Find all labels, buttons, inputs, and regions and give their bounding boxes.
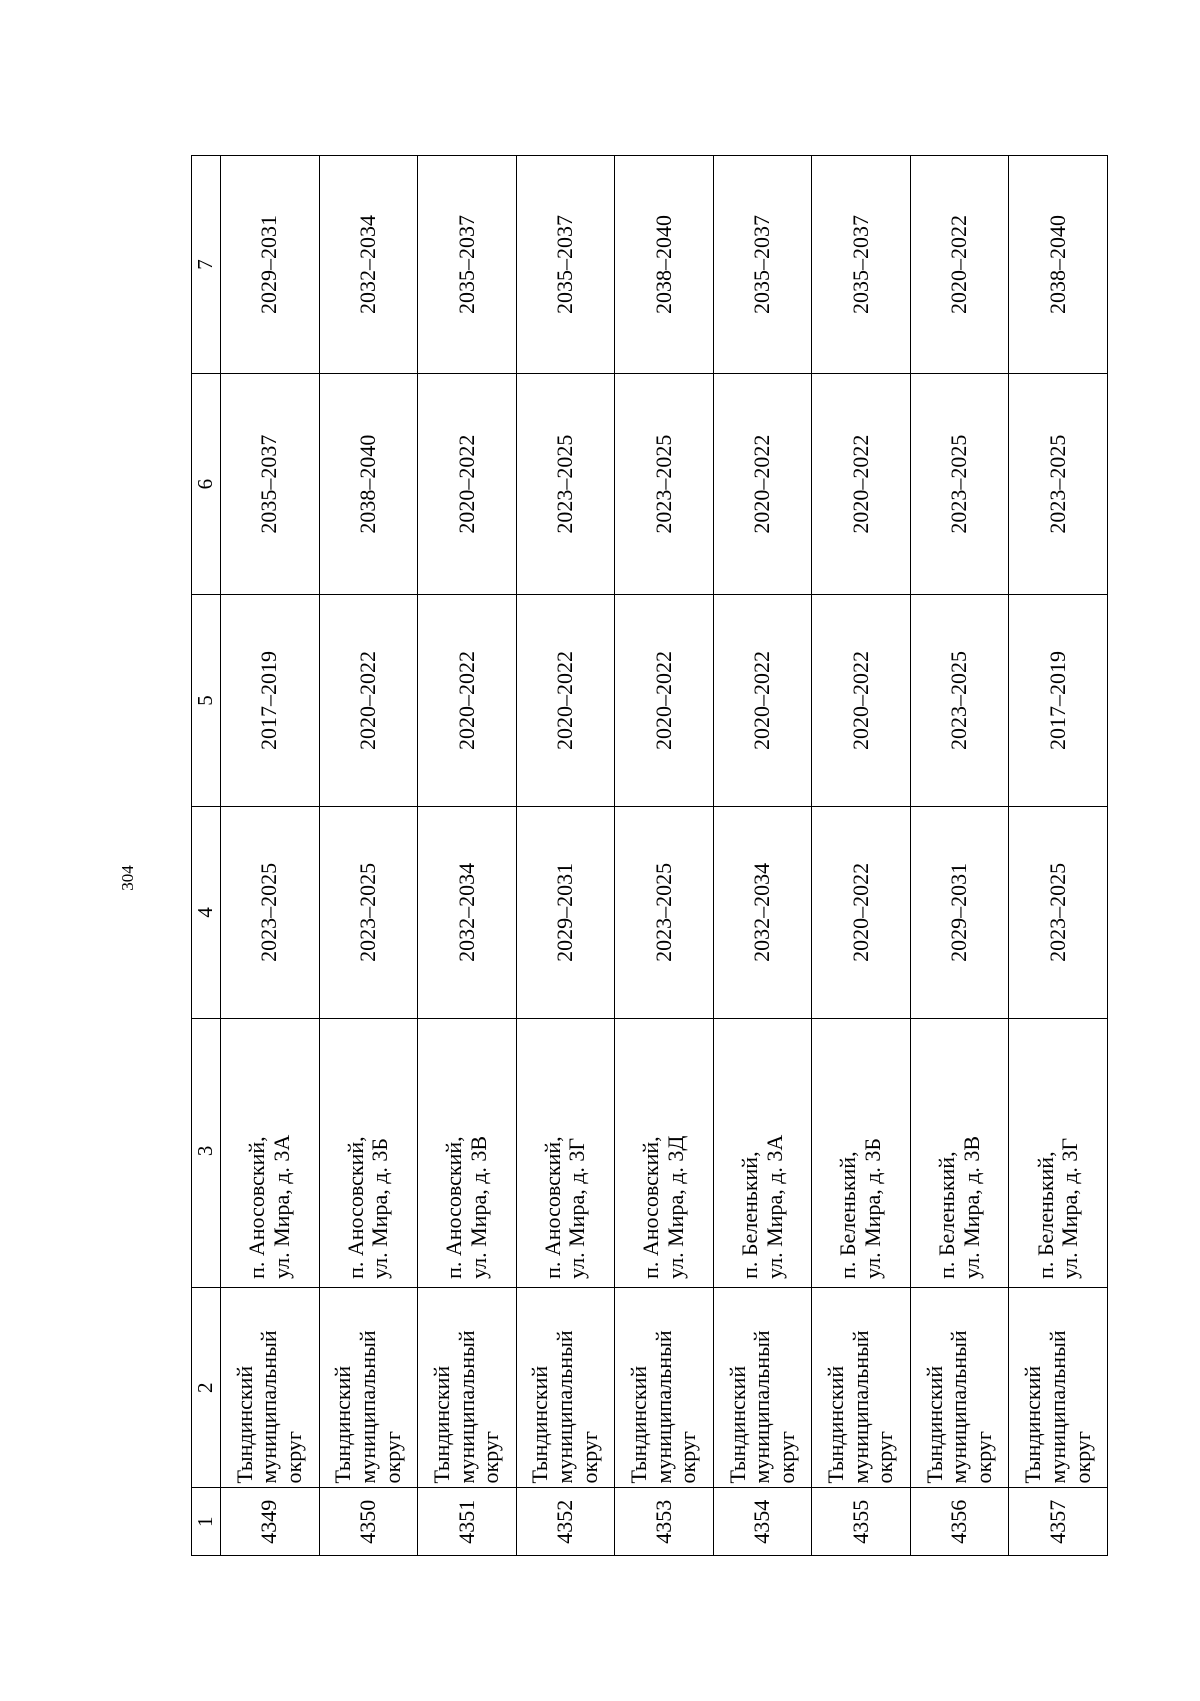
address-line: п. Беленький,: [933, 1151, 959, 1279]
district-cell: [1009, 1287, 1108, 1488]
table-body: [221, 156, 1108, 1556]
period-cell-5: 2020–2022: [418, 595, 517, 807]
district-line: муниципальный: [847, 1330, 873, 1484]
row-number: 4354: [713, 1488, 812, 1556]
table-row: [615, 156, 714, 1556]
period-cell-4: 2023–2025: [615, 806, 714, 1018]
address-cell: [319, 1018, 418, 1287]
column-header-1: 1: [192, 1488, 221, 1556]
period-cell-6: 2023–2025: [516, 374, 615, 595]
district-line: Тындинский: [724, 1365, 750, 1484]
district-line: округ: [1069, 1431, 1095, 1484]
district-line: округ: [478, 1431, 504, 1484]
period-cell-7: 2038–2040: [1009, 156, 1108, 374]
row-number: 4353: [615, 1488, 714, 1556]
period-cell-4: 2023–2025: [319, 806, 418, 1018]
table-container: [191, 155, 1108, 1556]
district-cell: [910, 1287, 1009, 1488]
address-line: ул. Мира, д. 3Г: [564, 1137, 590, 1279]
period-cell-6: 2020–2022: [713, 374, 812, 595]
period-cell-4: 2020–2022: [812, 806, 911, 1018]
district-cell: [615, 1287, 714, 1488]
column-header-3: 3: [192, 1018, 221, 1287]
row-number: 4351: [418, 1488, 517, 1556]
period-cell-5: 2017–2019: [221, 595, 320, 807]
address-line: п. Аносовский,: [441, 1136, 467, 1279]
row-number: 4350: [319, 1488, 418, 1556]
table-header-row: [192, 156, 221, 1556]
district-line: округ: [773, 1431, 799, 1484]
period-cell-6: 2023–2025: [1009, 374, 1108, 595]
period-cell-4: 2032–2034: [713, 806, 812, 1018]
row-number: 4352: [516, 1488, 615, 1556]
row-number: 4357: [1009, 1488, 1108, 1556]
row-number: 4356: [910, 1488, 1009, 1556]
district-line: муниципальный: [946, 1330, 972, 1484]
period-cell-7: 2035–2037: [516, 156, 615, 374]
district-cell: [418, 1287, 517, 1488]
period-cell-6: 2035–2037: [221, 374, 320, 595]
row-number: 4349: [221, 1488, 320, 1556]
table-row: [812, 156, 911, 1556]
address-cell: [418, 1018, 517, 1287]
address-cell: [910, 1018, 1009, 1287]
period-cell-4: 2032–2034: [418, 806, 517, 1018]
address-line: п. Беленький,: [835, 1151, 861, 1279]
table-row: [418, 156, 517, 1556]
address-cell: [615, 1018, 714, 1287]
district-line: Тындинский: [330, 1365, 356, 1484]
period-cell-4: 2023–2025: [1009, 806, 1108, 1018]
period-cell-4: 2029–2031: [910, 806, 1009, 1018]
address-cell: [713, 1018, 812, 1287]
column-header-7: 7: [192, 156, 221, 374]
period-cell-6: 2020–2022: [812, 374, 911, 595]
address-line: п. Беленький,: [736, 1151, 762, 1279]
column-header-6: 6: [192, 374, 221, 595]
address-cell: [1009, 1018, 1108, 1287]
table-row: [221, 156, 320, 1556]
district-line: Тындинский: [626, 1365, 652, 1484]
period-cell-4: 2029–2031: [516, 806, 615, 1018]
table-row: [516, 156, 615, 1556]
district-line: муниципальный: [749, 1330, 775, 1484]
address-line: ул. Мира, д. 3Б: [367, 1137, 393, 1279]
address-line: п. Аносовский,: [539, 1136, 565, 1279]
district-line: Тындинский: [428, 1365, 454, 1484]
district-line: округ: [379, 1431, 405, 1484]
district-line: муниципальный: [1044, 1330, 1070, 1484]
address-line: ул. Мира, д. 3Б: [860, 1137, 886, 1279]
column-header-5: 5: [192, 595, 221, 807]
district-line: муниципальный: [650, 1330, 676, 1484]
address-line: ул. Мира, д. 3Д: [662, 1135, 688, 1279]
period-cell-5: 2020–2022: [319, 595, 418, 807]
page-number: 304: [118, 865, 137, 891]
column-header-2: 2: [192, 1287, 221, 1488]
period-cell-7: 2038–2040: [615, 156, 714, 374]
address-line: п. Аносовский,: [638, 1136, 664, 1279]
district-line: муниципальный: [355, 1330, 380, 1484]
district-line: Тындинский: [231, 1365, 257, 1484]
housing-schedule-table: [191, 155, 1108, 1556]
table-row: [319, 156, 418, 1556]
district-line: округ: [576, 1431, 602, 1484]
district-cell: [713, 1287, 812, 1488]
address-line: ул. Мира, д. 3Г: [1057, 1137, 1083, 1279]
district-cell: [221, 1287, 320, 1488]
period-cell-7: 2035–2037: [812, 156, 911, 374]
district-line: муниципальный: [552, 1330, 578, 1484]
period-cell-5: 2020–2022: [516, 595, 615, 807]
district-line: муниципальный: [256, 1330, 282, 1484]
table-row: [1009, 156, 1108, 1556]
period-cell-7: 2032–2034: [319, 156, 418, 374]
period-cell-5: 2017–2019: [1009, 595, 1108, 807]
period-cell-7: 2035–2037: [713, 156, 812, 374]
period-cell-7: 2035–2037: [418, 156, 517, 374]
district-line: округ: [970, 1431, 996, 1484]
row-number: 4355: [812, 1488, 911, 1556]
district-line: округ: [281, 1431, 307, 1484]
period-cell-7: 2020–2022: [910, 156, 1009, 374]
district-line: Тындинский: [921, 1365, 947, 1484]
address-line: ул. Мира, д. 3А: [761, 1134, 787, 1279]
period-cell-7: 2029–2031: [221, 156, 320, 374]
period-cell-5: 2020–2022: [812, 595, 911, 807]
district-cell: [516, 1287, 615, 1488]
period-cell-6: 2023–2025: [615, 374, 714, 595]
address-line: ул. Мира, д. 3В: [958, 1135, 984, 1279]
address-cell: [221, 1018, 320, 1287]
period-cell-5: 2020–2022: [615, 595, 714, 807]
address-line: ул. Мира, д. 3В: [465, 1135, 491, 1279]
district-line: Тындинский: [527, 1365, 553, 1484]
district-line: муниципальный: [453, 1330, 479, 1484]
district-line: округ: [872, 1431, 898, 1484]
period-cell-5: 2020–2022: [713, 595, 812, 807]
table-row: [713, 156, 812, 1556]
district-cell: [319, 1287, 418, 1488]
district-line: округ: [675, 1431, 701, 1484]
address-line: п. Аносовский,: [244, 1136, 270, 1279]
period-cell-4: 2023–2025: [221, 806, 320, 1018]
period-cell-6: 2020–2022: [418, 374, 517, 595]
address-cell: [516, 1018, 615, 1287]
district-line: Тындинский: [823, 1365, 849, 1484]
period-cell-6: 2023–2025: [910, 374, 1009, 595]
address-line: п. Аносовский,: [342, 1136, 368, 1279]
table-row: [910, 156, 1009, 1556]
district-line: Тындинский: [1020, 1365, 1046, 1484]
period-cell-6: 2038–2040: [319, 374, 418, 595]
district-cell: [812, 1287, 911, 1488]
column-header-4: 4: [192, 806, 221, 1018]
address-cell: [812, 1018, 911, 1287]
period-cell-5: 2023–2025: [910, 595, 1009, 807]
address-line: ул. Мира, д. 3А: [268, 1134, 294, 1279]
address-line: п. Беленький,: [1032, 1151, 1058, 1279]
